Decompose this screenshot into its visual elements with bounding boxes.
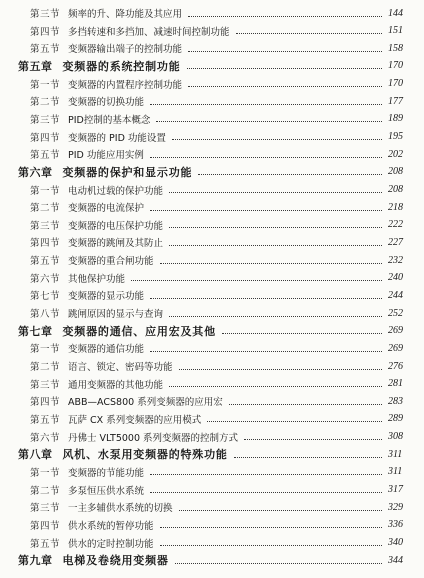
section-title: PID 功能应用实例 <box>68 150 144 162</box>
section-title: 变频器的节能功能 <box>68 467 145 479</box>
section-title: 电动机过载的保护功能 <box>68 185 164 197</box>
page-number: 177 <box>388 95 403 107</box>
dot-leader <box>150 210 382 211</box>
page-number: 208 <box>388 184 403 195</box>
chapter-title: 电梯及卷绕用变频器 <box>62 554 169 568</box>
dot-leader <box>179 369 382 370</box>
section-number: 第三节 <box>30 379 61 391</box>
chapter-number: 第七章 <box>18 324 53 338</box>
section-number: 第三节 <box>30 114 61 126</box>
page-number: 202 <box>388 148 403 160</box>
section-title: 变频器的切换功能 <box>68 97 145 109</box>
section-number: 第五节 <box>30 44 61 56</box>
page-number: 195 <box>388 131 403 143</box>
section-title: 变频器输出端子的控制功能 <box>68 44 183 56</box>
page-number: 240 <box>388 272 403 284</box>
dot-leader <box>236 33 382 34</box>
section-number: 第五节 <box>30 414 61 426</box>
dot-leader <box>160 527 382 528</box>
chapter-title: 变频器的保护和显示功能 <box>62 165 193 179</box>
section-number: 第五节 <box>30 256 61 268</box>
page-number: 144 <box>388 7 403 19</box>
page-number: 170 <box>388 60 403 72</box>
chapter-number: 第六章 <box>18 165 53 179</box>
section-title: 变频器的电压保护功能 <box>68 220 164 232</box>
section-number: 第二节 <box>30 97 61 109</box>
section-title: 语言、锁定、密码等功能 <box>68 362 173 373</box>
page-number: 308 <box>388 431 403 443</box>
section-title: 跳闸原因的显示与查询 <box>68 309 164 321</box>
section-number: 第四节 <box>30 520 61 532</box>
section-number: 第二节 <box>30 485 61 497</box>
section-title: 变频器的 PID 功能设置 <box>68 132 166 144</box>
page-number: 208 <box>388 166 403 178</box>
dot-leader <box>169 192 382 193</box>
page-number: 317 <box>388 484 403 496</box>
dot-leader <box>150 104 382 105</box>
dot-leader <box>169 227 382 228</box>
section-title: 变频器的通信功能 <box>68 344 145 356</box>
section-number: 第四节 <box>30 238 61 250</box>
page-number: 281 <box>388 378 403 390</box>
section-title: 供水的定时控制功能 <box>68 538 154 550</box>
section-title: PID控制的基本概念 <box>68 114 151 126</box>
page-number: 244 <box>388 289 403 301</box>
section-title: 其他保护功能 <box>68 273 126 285</box>
section-number: 第二节 <box>30 362 61 373</box>
section-number: 第六节 <box>30 432 61 444</box>
section-number: 第一节 <box>30 344 61 356</box>
page-number: 311 <box>388 448 403 460</box>
section-number: 第七节 <box>30 291 61 303</box>
dot-leader <box>131 280 382 281</box>
page-number: 151 <box>388 25 403 37</box>
section-title: 频率的升、降功能及其应用 <box>68 9 183 20</box>
page-number: 283 <box>388 395 403 407</box>
section-number: 第二节 <box>30 203 61 215</box>
section-title: ABB—ACS800 系列变频器的应用宏 <box>68 397 223 409</box>
section-title: 变频器的跳闸及其防止 <box>68 238 164 250</box>
dot-leader <box>169 316 382 317</box>
chapter-number: 第九章 <box>18 554 53 568</box>
section-title: 变频器的重合闸功能 <box>68 256 154 268</box>
dot-leader <box>222 333 382 334</box>
section-number: 第四节 <box>30 26 61 38</box>
dot-leader <box>234 457 382 458</box>
page-number: 311 <box>388 466 403 478</box>
section-title: 变频器的电流保护 <box>68 203 145 215</box>
dot-leader <box>188 86 382 87</box>
dot-leader <box>198 174 382 175</box>
dot-leader <box>160 545 382 546</box>
chapter-number: 第五章 <box>18 59 53 73</box>
dot-leader <box>150 298 382 299</box>
section-title: 多泵恒压供水系统 <box>68 485 145 497</box>
section-number: 第五节 <box>30 150 61 162</box>
section-number: 第八节 <box>30 309 61 321</box>
page-number: 336 <box>388 519 403 531</box>
section-number: 第三节 <box>30 220 61 232</box>
toc-chapter-entry <box>0 550 424 570</box>
dot-leader <box>150 157 382 158</box>
dot-leader <box>207 421 382 422</box>
dot-leader <box>188 51 382 52</box>
page-number: 269 <box>388 342 403 354</box>
section-number: 第六节 <box>30 273 61 285</box>
dot-leader <box>172 139 382 140</box>
section-title: 供水系统的暂停功能 <box>68 520 154 532</box>
dot-leader <box>188 16 382 17</box>
dot-leader <box>169 245 382 246</box>
section-title: 丹佛士 VLT5000 系列变频器的控制方式 <box>68 432 239 444</box>
chapter-number: 第八章 <box>18 448 53 462</box>
section-number: 第四节 <box>30 132 61 144</box>
page-number: 329 <box>388 501 403 513</box>
page-number: 276 <box>388 360 403 372</box>
dot-leader <box>244 439 382 440</box>
section-number: 第一节 <box>30 185 61 197</box>
page-number: 158 <box>388 42 403 54</box>
section-number: 第一节 <box>30 467 61 479</box>
dot-leader <box>150 351 382 352</box>
section-title: 瓦萨 CX 系列变频器的应用模式 <box>68 414 202 426</box>
page-number: 340 <box>388 537 403 548</box>
section-number: 第五节 <box>30 538 61 550</box>
section-title: 一主多辅供水系统的切换 <box>68 503 173 515</box>
chapter-title: 变频器的通信、应用宏及其他 <box>62 324 216 338</box>
chapter-title: 风机、水泵用变频器的特殊功能 <box>62 448 228 462</box>
page-number: 227 <box>388 236 403 248</box>
section-title: 通用变频器的其他功能 <box>68 379 164 391</box>
page-number: 232 <box>388 254 403 266</box>
dot-leader <box>150 474 382 475</box>
dot-leader <box>150 492 382 493</box>
page-number: 289 <box>388 413 403 425</box>
dot-leader <box>156 121 382 122</box>
section-title: 多挡转速和多挡加、减速时间控制功能 <box>68 26 230 38</box>
page-number: 218 <box>388 201 403 213</box>
page-number: 269 <box>388 325 403 337</box>
page-number: 344 <box>388 554 403 566</box>
chapter-title: 变频器的系统控制功能 <box>62 59 181 73</box>
dot-leader <box>179 510 382 511</box>
page-number: 252 <box>388 307 403 319</box>
dot-leader <box>169 386 382 387</box>
section-title: 变频器的显示功能 <box>68 291 145 303</box>
dot-leader <box>160 263 382 264</box>
dot-leader <box>187 68 383 69</box>
page-number: 189 <box>388 113 403 125</box>
section-number: 第三节 <box>30 9 61 20</box>
page-number: 222 <box>388 219 403 231</box>
section-number: 第三节 <box>30 503 61 515</box>
section-number: 第一节 <box>30 79 61 91</box>
section-title: 变频器的内置程序控制功能 <box>68 79 183 91</box>
page-number: 170 <box>388 78 403 90</box>
dot-leader <box>229 404 382 405</box>
dot-leader <box>175 563 382 564</box>
section-number: 第四节 <box>30 397 61 409</box>
